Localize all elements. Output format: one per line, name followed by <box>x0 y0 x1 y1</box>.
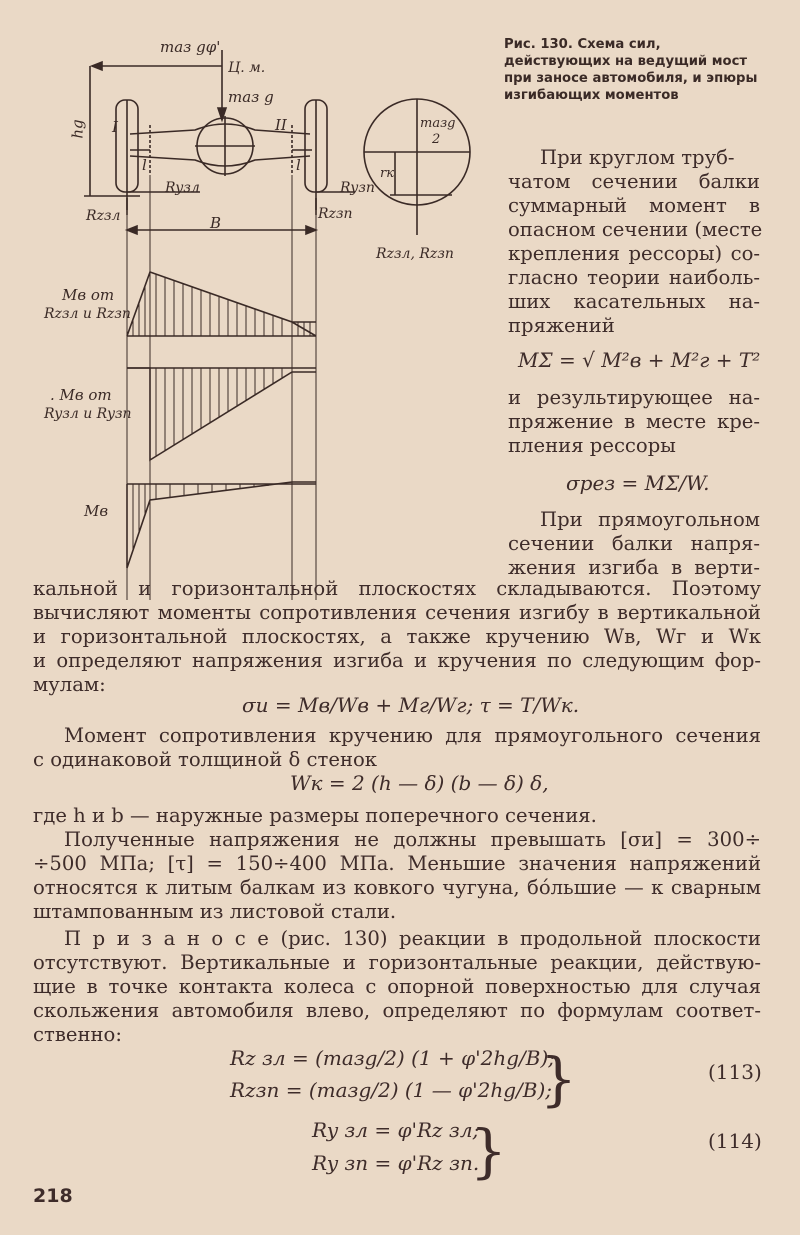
text-line: с одинаковой толщиной δ стенок <box>33 748 378 771</box>
text-line: суммарный момент в <box>508 194 760 217</box>
diagram3-label: Mв <box>84 502 109 520</box>
formula-msum: MΣ = √ M²в + M²г + T² <box>518 348 761 372</box>
l-right-label: l <box>296 156 301 174</box>
formula-sigma-res: σрез = MΣ/W. <box>566 471 710 495</box>
text-line: П р и з а н о с е (рис. 130) реакции в продольной плоскости <box>64 927 761 950</box>
track-b-label: B <box>210 214 222 232</box>
text-line: сечении балки напря- <box>508 532 760 555</box>
eq113-brace: } <box>540 1045 577 1113</box>
text-line: жения изгиба в верти- <box>508 556 760 579</box>
diagram1-label-line1: Mв от <box>62 286 115 304</box>
text-line: ших касательных на- <box>508 290 760 313</box>
eq114-line1: Ry зл = φ'Rz зл; <box>312 1118 480 1142</box>
text-line: кальной и горизонтальной плоскостях складываются. Поэтому <box>33 577 761 600</box>
diagram1-label-line2: Rzзл и Rzзп <box>44 306 131 322</box>
text-line: штампованным из листовой стали. <box>33 900 397 923</box>
force-top-label: mаз gφ' <box>160 38 221 56</box>
text-line: Момент сопротивления кручению для прямоугольного сечения <box>64 724 761 747</box>
text-line: ÷500 МПа; [τ] = 150÷400 МПа. Меньшие значения напряжений <box>33 852 761 875</box>
eq113-line2: Rzзп = (mазg/2) (1 — φ'2hg/B); <box>230 1078 553 1102</box>
text-line: мулам: <box>33 673 106 696</box>
figure-caption: Рис. 130. Схема сил, действующих на ведущий мост при заносе автомобиля, и эпюры изгибающих моментов <box>504 37 758 103</box>
wheel-2-label: 2 <box>432 132 441 147</box>
text-line: отсутствуют. Вертикальные и горизонтальные реакции, действую- <box>33 951 761 974</box>
text-line: гласно теории наиболь- <box>508 266 760 289</box>
diagram2-label-line2: Ryзл и Ryзп <box>44 406 132 422</box>
text-line: скольжения автомобиля влево, определяют по формулам соответ- <box>33 999 761 1022</box>
weight-label: mаз g <box>228 88 274 106</box>
text-line: При круглом труб- <box>540 146 735 169</box>
wheel-rk-label: rк <box>380 166 394 181</box>
text-line: пряжение в месте кре- <box>508 410 760 433</box>
section-1-label: I <box>112 118 118 136</box>
text-line: пряжений <box>508 314 615 337</box>
eq113-line1: Rz зл = (mазg/2) (1 + φ'2hg/B); <box>230 1046 555 1070</box>
formula-wk: Wк = 2 (h — δ) (b — δ) δ, <box>290 771 549 795</box>
hg-label: hg <box>68 119 87 139</box>
formula-bending: σи = Mв/Wв + Mг/Wг; τ = T/Wк. <box>242 693 580 717</box>
text-line: Полученные напряжения не должны превышать [σи] = 300÷ <box>64 828 761 851</box>
center-mass-label: Ц. м. <box>228 60 266 76</box>
ryzp-label: Ryзп <box>340 180 375 196</box>
text-line: пления рессоры <box>508 434 676 457</box>
text-line: и результирующее на- <box>508 386 760 409</box>
rz-left-label: Rzзл <box>86 208 121 224</box>
text-line: ственно: <box>33 1023 122 1046</box>
text-line: где h и b — наружные размеры поперечного сечения. <box>33 804 597 827</box>
rz-right-label: Rzзп <box>318 206 353 222</box>
text-line: чатом сечении балки <box>508 170 760 193</box>
section-2-label: II <box>275 116 287 134</box>
eq113-number: (113) <box>708 1060 762 1084</box>
page-number: 218 <box>33 1185 73 1207</box>
text-line: крепления рессоры) со- <box>508 242 760 265</box>
eq114-brace: } <box>470 1117 507 1185</box>
eq114-number: (114) <box>708 1129 762 1153</box>
l-left-label: l <box>142 156 147 174</box>
text-line: и горизонтальной плоскостях, а также кручению Wв, Wг и Wк <box>33 625 761 648</box>
text-line: При прямоугольном <box>540 508 760 531</box>
ryzl-label: Ryзл <box>165 180 200 196</box>
text-line: опасном сечении (месте <box>508 218 763 241</box>
rz-pair-label: Rzзл, Rzзп <box>376 246 454 262</box>
text-line: относятся к литым балкам из ковкого чугуна, бо́льшие — к сварным <box>33 876 761 899</box>
eq114-line2: Ry зп = φ'Rz зп. <box>312 1151 480 1175</box>
diagram2-label-line1: . Mв от <box>50 386 112 404</box>
text-line: щие в точке контакта колеса с опорной поверхностью для случая <box>33 975 761 998</box>
text-line: и определяют напряжения изгиба и кручения по следующим фор- <box>33 649 761 672</box>
wheel-mg-label: mазg <box>420 116 456 131</box>
text-line: вычисляют моменты сопротивления сечения изгибу в вертикальной <box>33 601 761 624</box>
